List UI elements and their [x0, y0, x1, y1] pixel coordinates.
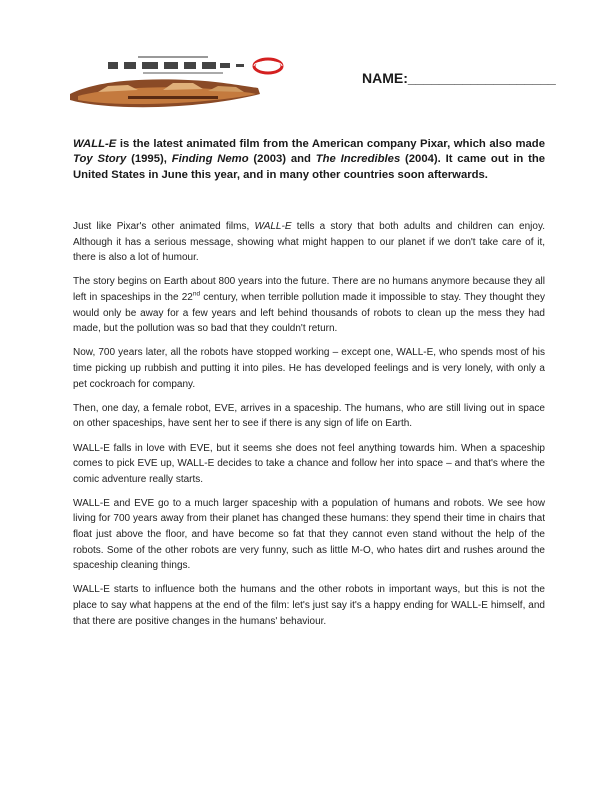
- ordinal-suffix: nd: [192, 290, 201, 298]
- body-paragraph: [73, 219, 545, 266]
- article-body: [73, 219, 545, 638]
- title-text: Toy Story: [73, 153, 127, 166]
- title-text: WALL-E: [254, 221, 292, 232]
- text-run: Then, one day, a female robot, EVE, arrives in a spaceship. The humans, who are still living out in space on other spaceships, have sent her to see if there is any sign of life on Earth.: [73, 402, 545, 430]
- text-run: WALL-E starts to influence both the humans and the other robots in important ways, but this is not the place to say what happens at the end of the film: let's just say it's a happy ending for WALL-E himself, and that there are positive changes in the humans' behaviour.: [73, 584, 545, 627]
- text-run: century, when terrible pollution made it impossible to stay. They thought they would only be away for a few years and left behind thousands of robots to clean up the mess they had made, but the pollution was so bad that they couldn't return.: [73, 291, 545, 335]
- body-paragraph: [73, 345, 545, 392]
- text-run: tells a story that both adults and children can enjoy. Although it has a serious message, showing what might happen to our planet if we don't take care of it, there is also a lot of humour.: [73, 221, 545, 264]
- intro-paragraph: [73, 137, 545, 183]
- body-paragraph: [73, 441, 545, 488]
- text-run: Just like Pixar's other animated films,: [73, 221, 255, 232]
- text-run: The story begins on Earth about 800 years into the future. There are no humans anymore because they all left in spaceships in the 22: [73, 276, 545, 303]
- name-blank: ___________________: [407, 70, 556, 86]
- name-field[interactable]: [362, 70, 556, 86]
- title-text: The Incredibles: [315, 153, 401, 166]
- name-label: NAME:: [362, 70, 408, 86]
- body-paragraph: [73, 496, 545, 574]
- title-text: WALL-E: [73, 138, 117, 150]
- text-run: WALL-E and EVE go to a much larger spaceship with a population of humans and robots. We see how living for 700 years away from their planet has changed these humans: they spend their time in chairs that float just above the floor, and have become so fat that they cannot even stand without the help of the robots. Some of the other robots are very funny, such as little M-O, who hates dirt and rushes around the spaceship cleaning things.: [73, 497, 545, 572]
- text-run: (2004). It came out in the United States in June this year, and in many other countries soon afterwards.: [73, 153, 546, 181]
- text-run: Now, 700 years later, all the robots have stopped working – except one, WALL-E, who spends most of his time picking up rubbish and putting it into piles. He has developed feelings and is very lonely, with only a pet cockroach for company.: [73, 347, 545, 390]
- body-paragraph: [73, 582, 545, 629]
- text-run: is the latest animated film from the American company Pixar, which also made: [116, 138, 545, 150]
- title-text: Finding Nemo: [171, 153, 249, 166]
- text-run: (2003) and: [248, 153, 316, 166]
- text-run: WALL-E falls in love with EVE, but it seems she does not feel anything towards him. When a spaceship comes to pick EVE up, WALL-E decides to take a chance and follow her into space – and that's where the comic adventure really starts.: [73, 442, 545, 485]
- text-run: (1995),: [126, 153, 172, 166]
- body-paragraph: [73, 274, 545, 336]
- body-paragraph: [73, 401, 545, 432]
- wall-e-logo-icon: [68, 50, 318, 112]
